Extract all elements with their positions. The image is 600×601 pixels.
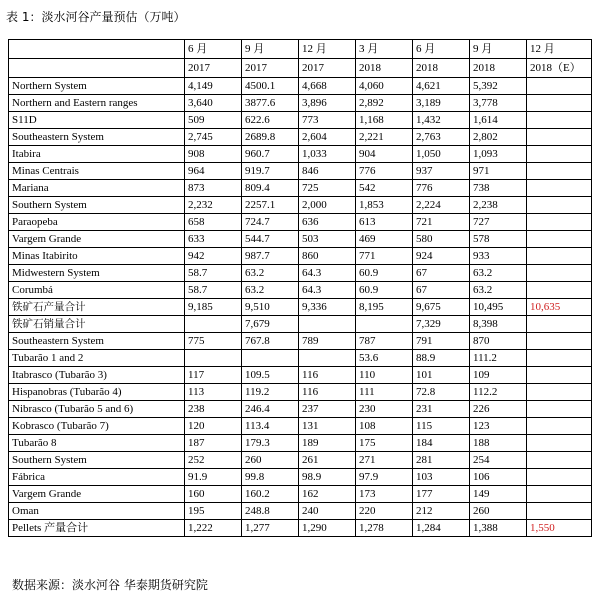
- value-cell: 160: [185, 486, 242, 503]
- value-cell: 1,432: [413, 112, 470, 129]
- value-cell: 108: [356, 418, 413, 435]
- value-cell: 971: [470, 163, 527, 180]
- value-cell: 2257.1: [242, 197, 299, 214]
- value-cell: 1,614: [470, 112, 527, 129]
- value-cell: 252: [185, 452, 242, 469]
- value-cell: 789: [299, 333, 356, 350]
- value-cell: [527, 265, 592, 282]
- row-label: Southeastern System: [9, 333, 185, 350]
- value-cell: 60.9: [356, 265, 413, 282]
- table-row: [9, 350, 592, 367]
- value-cell: 1,853: [356, 197, 413, 214]
- value-cell: 4,621: [413, 78, 470, 95]
- value-cell: 111.2: [470, 350, 527, 367]
- value-cell: 149: [470, 486, 527, 503]
- value-cell: 960.7: [242, 146, 299, 163]
- header-cell: 2017: [185, 59, 242, 78]
- row-label: Southeastern System: [9, 129, 185, 146]
- row-label: Fábrica: [9, 469, 185, 486]
- row-label: Minas Centrais: [9, 163, 185, 180]
- value-cell: 727: [470, 214, 527, 231]
- value-cell: [527, 350, 592, 367]
- value-cell: 212: [413, 503, 470, 520]
- row-label: Nibrasco (Tubarão 5 and 6): [9, 401, 185, 418]
- value-cell: 67: [413, 282, 470, 299]
- header-cell: 6 月: [185, 40, 242, 59]
- value-cell: [299, 350, 356, 367]
- value-cell: 113.4: [242, 418, 299, 435]
- header-cell: 6 月: [413, 40, 470, 59]
- value-cell: 1,278: [356, 520, 413, 537]
- value-cell: 870: [470, 333, 527, 350]
- value-cell: 189: [299, 435, 356, 452]
- value-cell: [527, 180, 592, 197]
- table-row: [9, 163, 592, 180]
- value-cell: 578: [470, 231, 527, 248]
- header-row-months: [9, 40, 592, 59]
- row-label: Vargem Grande: [9, 486, 185, 503]
- value-cell: 63.2: [470, 265, 527, 282]
- table-row: [9, 333, 592, 350]
- value-cell: 116: [299, 367, 356, 384]
- value-cell: [527, 486, 592, 503]
- value-cell: 1,168: [356, 112, 413, 129]
- value-cell: [527, 214, 592, 231]
- row-label: Kobrasco (Tubarão 7): [9, 418, 185, 435]
- value-cell: 987.7: [242, 248, 299, 265]
- value-cell: 72.8: [413, 384, 470, 401]
- value-cell: 1,284: [413, 520, 470, 537]
- header-cell: 2017: [299, 59, 356, 78]
- value-cell: 775: [185, 333, 242, 350]
- table-row: [9, 197, 592, 214]
- value-cell: 2,000: [299, 197, 356, 214]
- value-cell: 7,329: [413, 316, 470, 333]
- value-cell: 1,050: [413, 146, 470, 163]
- value-cell: 1,388: [470, 520, 527, 537]
- value-cell: 238: [185, 401, 242, 418]
- value-cell: 246.4: [242, 401, 299, 418]
- table-row: [9, 469, 592, 486]
- value-cell: 776: [356, 163, 413, 180]
- table-caption: 表 1：淡水河谷产量预估（万吨）: [6, 10, 186, 24]
- value-cell: 1,290: [299, 520, 356, 537]
- header-cell: 2017: [242, 59, 299, 78]
- value-cell: 767.8: [242, 333, 299, 350]
- value-cell: [527, 503, 592, 520]
- row-label: Vargem Grande: [9, 231, 185, 248]
- value-cell: [527, 231, 592, 248]
- value-cell: 738: [470, 180, 527, 197]
- row-label: Pellets 产量合计: [9, 520, 185, 537]
- value-cell: 791: [413, 333, 470, 350]
- value-cell: 8,195: [356, 299, 413, 316]
- row-label: Tubarão 8: [9, 435, 185, 452]
- value-cell: 2,221: [356, 129, 413, 146]
- value-cell: 9,675: [413, 299, 470, 316]
- value-cell: 2,802: [470, 129, 527, 146]
- data-source-note: 数据来源：淡水河谷 华泰期货研究院: [12, 578, 208, 592]
- row-label: S11D: [9, 112, 185, 129]
- value-cell: 187: [185, 435, 242, 452]
- value-cell: 5,392: [470, 78, 527, 95]
- table-row: [9, 146, 592, 163]
- value-cell: 4500.1: [242, 78, 299, 95]
- value-cell: 580: [413, 231, 470, 248]
- value-cell: [527, 282, 592, 299]
- row-label: Tubarão 1 and 2: [9, 350, 185, 367]
- value-cell: 120: [185, 418, 242, 435]
- table-row: [9, 95, 592, 112]
- value-cell: 117: [185, 367, 242, 384]
- value-cell: 725: [299, 180, 356, 197]
- header-cell: 12 月: [527, 40, 592, 59]
- value-cell: 503: [299, 231, 356, 248]
- table-row: [9, 282, 592, 299]
- value-cell: 97.9: [356, 469, 413, 486]
- value-cell: 1,277: [242, 520, 299, 537]
- value-cell: 101: [413, 367, 470, 384]
- header-cell: 2018（E）: [527, 59, 592, 78]
- value-cell: 773: [299, 112, 356, 129]
- value-cell: 109.5: [242, 367, 299, 384]
- header-cell: 9 月: [470, 40, 527, 59]
- value-cell: 64.3: [299, 265, 356, 282]
- value-cell: 904: [356, 146, 413, 163]
- value-cell: [527, 418, 592, 435]
- value-cell: 873: [185, 180, 242, 197]
- value-cell: 2689.8: [242, 129, 299, 146]
- table-row: [9, 418, 592, 435]
- value-cell: 544.7: [242, 231, 299, 248]
- value-cell: 919.7: [242, 163, 299, 180]
- value-cell: 787: [356, 333, 413, 350]
- row-label: 铁矿石产量合计: [9, 299, 185, 316]
- value-cell: [527, 248, 592, 265]
- value-cell: 1,033: [299, 146, 356, 163]
- header-cell: 9 月: [242, 40, 299, 59]
- row-label: Paraopeba: [9, 214, 185, 231]
- value-cell: 231: [413, 401, 470, 418]
- value-cell: [527, 163, 592, 180]
- value-cell: [527, 112, 592, 129]
- value-cell: 261: [299, 452, 356, 469]
- value-cell: 613: [356, 214, 413, 231]
- table-row: [9, 78, 592, 95]
- value-cell: 636: [299, 214, 356, 231]
- value-cell: 112.2: [470, 384, 527, 401]
- table-row: [9, 452, 592, 469]
- value-cell: 924: [413, 248, 470, 265]
- table-row: [9, 214, 592, 231]
- value-cell: [527, 146, 592, 163]
- value-cell: 3,778: [470, 95, 527, 112]
- value-cell: 254: [470, 452, 527, 469]
- value-cell: 106: [470, 469, 527, 486]
- value-cell: [185, 350, 242, 367]
- value-cell: 116: [299, 384, 356, 401]
- value-cell: 98.9: [299, 469, 356, 486]
- row-label: Southern System: [9, 197, 185, 214]
- value-cell: 260: [242, 452, 299, 469]
- table-row: [9, 401, 592, 418]
- value-cell: 7,679: [242, 316, 299, 333]
- value-cell: 633: [185, 231, 242, 248]
- table-body: [9, 40, 592, 537]
- value-cell: 230: [356, 401, 413, 418]
- header-cell: [9, 59, 185, 78]
- value-cell: [527, 316, 592, 333]
- value-cell: 846: [299, 163, 356, 180]
- table-row: [9, 367, 592, 384]
- value-cell: 281: [413, 452, 470, 469]
- value-cell: 195: [185, 503, 242, 520]
- value-cell: 248.8: [242, 503, 299, 520]
- value-cell: 1,222: [185, 520, 242, 537]
- value-cell: 771: [356, 248, 413, 265]
- value-cell: 58.7: [185, 282, 242, 299]
- table-row: [9, 520, 592, 537]
- table-row: [9, 265, 592, 282]
- header-cell: 2018: [356, 59, 413, 78]
- value-cell: 220: [356, 503, 413, 520]
- value-cell: 9,185: [185, 299, 242, 316]
- row-label: 铁矿石销量合计: [9, 316, 185, 333]
- row-label: Northern and Eastern ranges: [9, 95, 185, 112]
- value-cell: 860: [299, 248, 356, 265]
- value-cell: 2,763: [413, 129, 470, 146]
- value-cell: [527, 435, 592, 452]
- value-cell: 58.7: [185, 265, 242, 282]
- value-cell: [527, 95, 592, 112]
- value-cell: 99.8: [242, 469, 299, 486]
- value-cell: 53.6: [356, 350, 413, 367]
- table-row: [9, 435, 592, 452]
- header-cell: [9, 40, 185, 59]
- value-cell: 160.2: [242, 486, 299, 503]
- value-cell: 1,093: [470, 146, 527, 163]
- value-cell: 2,224: [413, 197, 470, 214]
- value-cell: 64.3: [299, 282, 356, 299]
- value-cell: 260: [470, 503, 527, 520]
- value-cell: 509: [185, 112, 242, 129]
- row-label: Itabira: [9, 146, 185, 163]
- value-cell: 123: [470, 418, 527, 435]
- value-cell: 9,336: [299, 299, 356, 316]
- value-cell: 10,495: [470, 299, 527, 316]
- value-cell: 60.9: [356, 282, 413, 299]
- value-cell: 173: [356, 486, 413, 503]
- value-cell: 542: [356, 180, 413, 197]
- value-cell: 2,892: [356, 95, 413, 112]
- row-label: Hispanobras (Tubarão 4): [9, 384, 185, 401]
- value-cell: 908: [185, 146, 242, 163]
- value-cell: 658: [185, 214, 242, 231]
- value-cell: 8,398: [470, 316, 527, 333]
- value-cell: 240: [299, 503, 356, 520]
- value-cell: 226: [470, 401, 527, 418]
- table-row: [9, 384, 592, 401]
- value-cell: 3,189: [413, 95, 470, 112]
- value-cell: 184: [413, 435, 470, 452]
- value-cell: [527, 78, 592, 95]
- value-cell: 131: [299, 418, 356, 435]
- value-cell: [527, 452, 592, 469]
- value-cell: 119.2: [242, 384, 299, 401]
- row-label: Midwestern System: [9, 265, 185, 282]
- row-label: Itabrasco (Tubarão 3): [9, 367, 185, 384]
- value-cell: 175: [356, 435, 413, 452]
- value-cell: 4,668: [299, 78, 356, 95]
- table-row: [9, 112, 592, 129]
- value-cell: [527, 401, 592, 418]
- row-label: Corumbá: [9, 282, 185, 299]
- header-cell: 2018: [470, 59, 527, 78]
- value-cell: 469: [356, 231, 413, 248]
- row-label: Northern System: [9, 78, 185, 95]
- value-cell: [527, 384, 592, 401]
- value-cell: 188: [470, 435, 527, 452]
- value-cell: 724.7: [242, 214, 299, 231]
- table-row: [9, 231, 592, 248]
- value-cell: 3,896: [299, 95, 356, 112]
- value-cell: 942: [185, 248, 242, 265]
- value-cell: [527, 367, 592, 384]
- value-cell: 933: [470, 248, 527, 265]
- value-cell: 10,635: [527, 299, 592, 316]
- value-cell: 2,238: [470, 197, 527, 214]
- value-cell: 67: [413, 265, 470, 282]
- value-cell: 4,060: [356, 78, 413, 95]
- value-cell: 2,604: [299, 129, 356, 146]
- value-cell: 776: [413, 180, 470, 197]
- value-cell: 622.6: [242, 112, 299, 129]
- value-cell: 2,745: [185, 129, 242, 146]
- value-cell: 63.2: [242, 282, 299, 299]
- value-cell: 809.4: [242, 180, 299, 197]
- table-row: [9, 299, 592, 316]
- value-cell: 111: [356, 384, 413, 401]
- value-cell: 63.2: [242, 265, 299, 282]
- value-cell: 113: [185, 384, 242, 401]
- value-cell: 177: [413, 486, 470, 503]
- value-cell: 162: [299, 486, 356, 503]
- production-table: [8, 39, 592, 537]
- value-cell: [356, 316, 413, 333]
- row-label: Mariana: [9, 180, 185, 197]
- value-cell: 9,510: [242, 299, 299, 316]
- row-label: Minas Itabirito: [9, 248, 185, 265]
- value-cell: 63.2: [470, 282, 527, 299]
- value-cell: [527, 129, 592, 146]
- value-cell: [527, 197, 592, 214]
- value-cell: [527, 469, 592, 486]
- header-cell: 2018: [413, 59, 470, 78]
- row-label: Southern System: [9, 452, 185, 469]
- value-cell: 937: [413, 163, 470, 180]
- value-cell: 237: [299, 401, 356, 418]
- header-cell: 3 月: [356, 40, 413, 59]
- value-cell: 103: [413, 469, 470, 486]
- table-row: [9, 248, 592, 265]
- value-cell: 4,149: [185, 78, 242, 95]
- table-row: [9, 486, 592, 503]
- value-cell: 115: [413, 418, 470, 435]
- value-cell: [299, 316, 356, 333]
- value-cell: [527, 333, 592, 350]
- table-row: [9, 180, 592, 197]
- value-cell: 110: [356, 367, 413, 384]
- header-row-years: [9, 59, 592, 78]
- value-cell: 109: [470, 367, 527, 384]
- value-cell: 88.9: [413, 350, 470, 367]
- value-cell: 721: [413, 214, 470, 231]
- value-cell: 271: [356, 452, 413, 469]
- table-row: [9, 316, 592, 333]
- value-cell: 179.3: [242, 435, 299, 452]
- table-row: [9, 129, 592, 146]
- value-cell: [185, 316, 242, 333]
- value-cell: 2,232: [185, 197, 242, 214]
- value-cell: 964: [185, 163, 242, 180]
- value-cell: 3,640: [185, 95, 242, 112]
- row-label: Oman: [9, 503, 185, 520]
- value-cell: [242, 350, 299, 367]
- header-cell: 12 月: [299, 40, 356, 59]
- value-cell: 1,550: [527, 520, 592, 537]
- value-cell: 3877.6: [242, 95, 299, 112]
- value-cell: 91.9: [185, 469, 242, 486]
- table-row: [9, 503, 592, 520]
